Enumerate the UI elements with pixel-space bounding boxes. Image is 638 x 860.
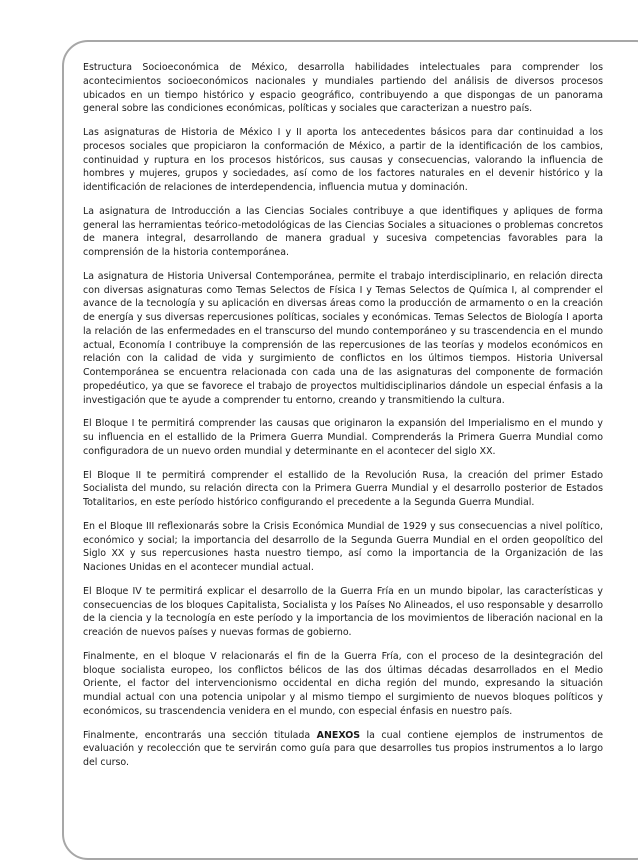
anexos-bold-term: ANEXOS xyxy=(316,729,361,741)
anexos-text-after: la cual contiene ejemplos de instrumentos de evaluación y recolección que te servirán como guía para que desarrolles tus propios instrumentos a lo largo del curso. xyxy=(83,729,603,768)
paragraph-anexos xyxy=(83,729,603,770)
anexos-text-before: Finalmente, encontrarás una sección titulada xyxy=(83,729,317,741)
paragraph-historia-de-mexico: Las asignaturas de Historia de México I y II aporta los antecedentes básicos para dar continuidad a los procesos sociales que propiciaron la conformación de México, a partir de la identificación de los cambios, continuidad y ruptura en los procesos históricos, sus causas y consecuencias, valorando la influencia de hombres y mujeres, grupos y sociedades, así como de los factores naturales en el devenir histórico y la identificación de relaciones de interdependencia, influencia mutua y dominación. xyxy=(83,127,603,193)
paragraph-introduccion-ciencias-sociales: La asignatura de Introducción a las Ciencias Sociales contribuye a que identifiques y apliques de forma general las herramientas teórico-metodológicas de las Ciencias Sociales a situaciones o problemas concretos de manera integral, desarrollando de manera gradual y sucesiva competencias favorables para la comprensión de la historia contemporánea. xyxy=(83,205,603,258)
document-body xyxy=(83,61,603,780)
paragraph-estructura-socioeconomica: Estructura Socioeconómica de México, desarrolla habilidades intelectuales para comprender los acontecimientos socioeconómicos nacionales y mundiales partiendo del análisis de diversos procesos ubicados en un tiempo histórico y espacio geográfico, contribuyendo a que dispongas de un panorama general sobre las condiciones económicas, políticas y sociales que caracterizan a nuestro país. xyxy=(83,62,603,115)
paragraph-bloque-3: En el Bloque III reflexionarás sobre la Crisis Económica Mundial de 1929 y sus consecuencias a nivel político, económico y social; la importancia del desarrollo de la Segunda Guerra Mundial en el orden geopolítico del Siglo XX y sus repercusiones hasta nuestro tiempo, así como la importancia de la Organización de las Naciones Unidas en el acontecer mundial actual. xyxy=(83,520,603,573)
paragraph-bloque-1: El Bloque I te permitirá comprender las causas que originaron la expansión del Imperialismo en el mundo y su influencia en el estallido de la Primera Guerra Mundial. Comprenderás la Primera Guerra Mundial como configuradora de un nuevo orden mundial y determinante en el acontecer del siglo XX. xyxy=(83,418,603,457)
paragraph-bloque-2: El Bloque II te permitirá comprender el estallido de la Revolución Rusa, la creación del primer Estado Socialista del mundo, su relación directa con la Primera Guerra Mundial y el desarrollo posterior de Estados Totalitarios, en este período histórico configurando el precedente a la Segunda Guerra Mundial. xyxy=(83,469,603,508)
paragraph-bloque-4: El Bloque IV te permitirá explicar el desarrollo de la Guerra Fría en un mundo bipolar, las características y consecuencias de los bloques Capitalista, Socialista y los Países No Alineados, el uso responsable y desarrollo de la ciencia y la tecnología en este período y la importancia de los movimientos de liberación nacional en la creación de nuevos países y nuevas formas de gobierno. xyxy=(83,585,603,638)
paragraph-bloque-5: Finalmente, en el bloque V relacionarás el fin de la Guerra Fría, con el proceso de la desintegración del bloque socialista europeo, los conflictos bélicos de las dos últimas décadas desarrollados en el Medio Oriente, el factor del intervencionismo occidental en dicha región del mundo, expresando la situación mundial actual con una potencia unipolar y al mismo tiempo el surgimiento de nuevos bloques políticos y económicos, su trascendencia venidera en el mundo, con especial énfasis en nuestro país. xyxy=(83,650,603,717)
paragraph-historia-universal: La asignatura de Historia Universal Contemporánea, permite el trabajo interdisciplinario, en relación directa con diversas asignaturas como Temas Selectos de Física I y Temas Selectos de Química I, al comprender el avance de la tecnología y su aplicación en diversas áreas como la producción de armamento o en la creación de energía y sus diversas repercusiones políticas, sociales y económicas. Temas Selectos de Biología I aporta la relación de las enfermedades en el transcurso del mundo contemporáneo y su trascendencia en el mundo actual, Economía I contribuye la comprensión de las repercusiones de las teorías y modelos económicos en relación con la calidad de vida y surgimiento de conflictos en los últimos tiempos. Historia Universal Contemporánea se encuentra relacionada con cada una de las asignaturas del componente de formación propedéutico, ya que se favorece el trabajo de proyectos multidisciplinarios dándole un especial énfasis a la investigación que te ayude a comprender tu entorno, creando y transmitiendo la cultura. xyxy=(83,270,603,406)
